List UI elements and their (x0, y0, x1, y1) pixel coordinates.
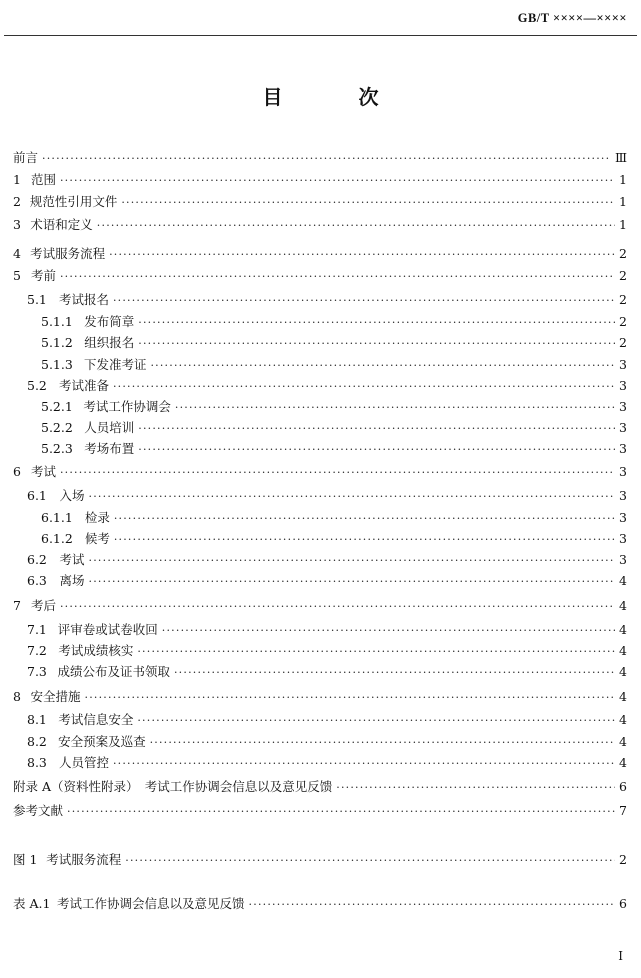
toc-dot-leader (85, 690, 615, 706)
toc-entry-page: 2 (619, 246, 627, 261)
toc-entry-number: 6.3 (27, 573, 47, 588)
toc-entry[interactable] (0, 335, 627, 352)
toc-dot-leader (67, 804, 615, 820)
toc-entry[interactable] (0, 734, 627, 751)
toc-entry-title: 考试 (30, 464, 56, 479)
toc-entry[interactable] (0, 399, 627, 416)
toc-entry-number: 8.3 (27, 755, 47, 770)
toc-entry[interactable] (0, 689, 627, 706)
toc-entry-page: 4 (619, 755, 627, 770)
toc-entry-page: 6 (619, 779, 627, 794)
toc-entry-number: 8 (13, 689, 21, 704)
toc-entry-page: 4 (619, 573, 627, 588)
toc-dot-leader (114, 511, 615, 527)
toc-entry-number: 5.2.1 (41, 399, 73, 414)
toc-entry-number: 7.3 (27, 664, 47, 679)
toc-entry-title: 安全预案及巡查 (58, 734, 146, 749)
toc-dot-leader (125, 853, 615, 869)
toc-dot-leader (121, 195, 615, 211)
toc-entry-number: 5.2.2 (41, 420, 73, 435)
toc-entry-number: 6.1.1 (41, 510, 73, 525)
toc-entry-number: 6.1 (27, 488, 47, 503)
toc-entry[interactable] (0, 314, 627, 331)
toc-entry-page: 2 (619, 292, 627, 307)
toc-entry-page: 1 (619, 172, 627, 187)
toc-dot-leader (137, 713, 615, 729)
toc-entry-title: 考试工作协调会 (83, 399, 171, 414)
toc-entry[interactable] (0, 292, 627, 309)
toc-dot-leader (113, 756, 615, 772)
toc-entry[interactable] (0, 531, 627, 548)
toc-entry-number: 7.1 (27, 622, 47, 637)
toc-entry-page: 4 (619, 643, 627, 658)
toc-entry-page: 3 (619, 488, 627, 503)
toc-entry-page: 2 (619, 268, 627, 283)
toc-entry[interactable] (0, 378, 627, 395)
page-title: 目 次 (262, 85, 407, 109)
header-divider (4, 35, 637, 36)
toc-entry-page: 4 (619, 664, 627, 679)
toc-entry-number: 7.2 (27, 643, 47, 658)
toc-entry-title: 离场 (59, 573, 85, 588)
toc-entry-number: 6.1.2 (41, 531, 73, 546)
toc-dot-leader (249, 897, 615, 913)
toc-entry[interactable] (0, 150, 627, 167)
toc-entry[interactable] (0, 357, 627, 374)
toc-entry-title: 考试工作协调会信息以及意见反馈 (57, 896, 245, 911)
toc-entry-number: 5 (13, 268, 21, 283)
toc-entry-page: 3 (619, 399, 627, 414)
toc-entry-title: 安全措施 (30, 689, 81, 704)
toc-entry-title: 下发准考证 (83, 357, 147, 372)
toc-entry-number: 5.2.3 (41, 441, 73, 456)
toc-entry-page: 2 (619, 852, 627, 867)
toc-entry-title: 考前 (30, 268, 56, 283)
toc-dot-leader (60, 173, 615, 189)
toc-entry[interactable] (0, 755, 627, 772)
toc-entry-title: 成绩公布及证书领取 (57, 664, 170, 679)
toc-entry-page: 1 (619, 217, 627, 232)
toc-entry-page: 3 (619, 464, 627, 479)
toc-entry-title: 参考文献 (13, 803, 64, 818)
toc-dot-leader (113, 379, 615, 395)
toc-entry-number: 6 (13, 464, 21, 479)
toc-entry-title: 考试准备 (58, 378, 109, 393)
toc-entry-number: 7 (13, 598, 21, 613)
toc-entry-number: 5.1 (27, 292, 47, 307)
toc-entry[interactable] (0, 246, 627, 263)
toc-dot-leader (60, 599, 615, 615)
toc-entry-page: 6 (619, 896, 627, 911)
toc-dot-leader (138, 442, 615, 458)
toc-dot-leader (162, 623, 615, 639)
toc-dot-leader (60, 269, 615, 285)
page-number: Ⅰ (618, 949, 623, 963)
toc-entry-title: 考后 (30, 598, 56, 613)
toc-entry[interactable] (0, 896, 627, 913)
toc-entry-page: 2 (619, 335, 627, 350)
toc-dot-leader (60, 465, 615, 481)
toc-dot-leader (174, 665, 615, 681)
toc-entry-page: 1 (619, 194, 627, 209)
toc-entry-title: 人员管控 (58, 755, 109, 770)
toc-entry[interactable] (0, 622, 627, 639)
toc-entry-number: 3 (13, 217, 21, 232)
toc-entry-title: 规范性引用文件 (29, 194, 118, 209)
toc-entry[interactable] (0, 420, 627, 437)
toc-dot-leader (109, 247, 615, 263)
toc-entry-title: 入场 (59, 488, 85, 503)
toc-dot-leader (89, 553, 615, 569)
toc-dot-leader (97, 218, 615, 234)
toc-entry[interactable] (0, 441, 627, 458)
toc-entry-number: 8.2 (27, 734, 47, 749)
toc-entry-page: 3 (619, 552, 627, 567)
toc-entry-title: 考试信息安全 (58, 712, 134, 727)
toc-entry[interactable] (0, 664, 627, 681)
toc-entry-page: 3 (619, 441, 627, 456)
toc-entry[interactable] (0, 852, 627, 869)
toc-entry-title: 候考 (84, 531, 110, 546)
toc-dot-leader (138, 315, 615, 331)
toc-entry-title: 评审卷或试卷收回 (57, 622, 158, 637)
toc-entry-page: 4 (619, 734, 627, 749)
toc-entry-page: 4 (619, 689, 627, 704)
toc-entry-page: 3 (619, 531, 627, 546)
toc-entry-number: 1 (13, 172, 21, 187)
toc-entry[interactable] (0, 779, 627, 796)
toc-dot-leader (150, 735, 615, 751)
toc-entry-number: 8.1 (27, 712, 47, 727)
toc-dot-leader (137, 644, 615, 660)
toc-dot-leader (114, 532, 615, 548)
toc-entry-number: 6.2 (27, 552, 47, 567)
toc-entry-page: 4 (619, 622, 627, 637)
toc-dot-leader (138, 421, 615, 437)
toc-entry-title: 附录 A（资料性附录） 考试工作协调会信息以及意见反馈 (13, 779, 333, 794)
toc-entry[interactable] (0, 464, 627, 481)
toc-entry-number: 5.1.2 (41, 335, 73, 350)
toc-entry-title: 考试 (59, 552, 85, 567)
toc-entry-number: 5.1.3 (41, 357, 73, 372)
toc-entry-page: 3 (619, 378, 627, 393)
toc-dot-leader (113, 293, 615, 309)
toc-entry[interactable] (0, 552, 627, 569)
toc-entry-number: 5.1.1 (41, 314, 73, 329)
toc-entry[interactable] (0, 194, 627, 211)
toc-entry-title: 检录 (84, 510, 110, 525)
toc-entry[interactable] (0, 172, 627, 189)
toc-entry-page: 4 (619, 598, 627, 613)
standard-code: GB/T ××××—×××× (517, 11, 627, 25)
toc-entry-title: 前言 (13, 150, 39, 165)
toc-entry-page: Ⅲ (614, 150, 627, 165)
toc-entry-title: 考试成绩核实 (58, 643, 134, 658)
toc-dot-leader (175, 400, 615, 416)
toc-dot-leader (150, 358, 615, 374)
toc-entry-title: 考试服务流程 (46, 852, 122, 867)
toc-entry-number: 图 1 (13, 852, 38, 867)
toc-dot-leader (42, 151, 611, 167)
toc-entry[interactable] (0, 573, 627, 590)
toc-dot-leader (336, 780, 615, 796)
toc-dot-leader (89, 574, 615, 590)
toc-entry[interactable] (0, 488, 627, 505)
toc-dot-leader (138, 336, 615, 352)
toc-entry-number: 4 (13, 246, 21, 261)
toc-dot-leader (89, 489, 615, 505)
toc-entry-title: 考场布置 (84, 441, 135, 456)
toc-entry[interactable] (0, 268, 627, 285)
toc-entry-title: 发布简章 (84, 314, 135, 329)
toc-entry-page: 3 (619, 510, 627, 525)
toc-entry-page: 4 (619, 712, 627, 727)
toc-entry-title: 组织报名 (84, 335, 135, 350)
toc-entry-title: 人员培训 (84, 420, 135, 435)
toc-entry-title: 范围 (30, 172, 56, 187)
toc-entry-title: 考试报名 (58, 292, 109, 307)
toc-entry-page: 3 (619, 357, 627, 372)
toc-entry[interactable] (0, 510, 627, 527)
toc-entry[interactable] (0, 712, 627, 729)
toc-entry-number: 表 A.1 (13, 896, 51, 911)
toc-entry[interactable] (0, 643, 627, 660)
toc-entry-page: 7 (619, 803, 627, 818)
toc-entry[interactable] (0, 217, 627, 234)
toc-entry[interactable] (0, 803, 627, 820)
toc-entry-page: 2 (619, 314, 627, 329)
toc-entry-title: 术语和定义 (30, 217, 93, 232)
toc-entry-number: 5.2 (27, 378, 47, 393)
toc-entry[interactable] (0, 598, 627, 615)
toc-entry-title: 考试服务流程 (30, 246, 106, 261)
toc-entry-page: 3 (619, 420, 627, 435)
toc-entry-number: 2 (13, 194, 21, 209)
